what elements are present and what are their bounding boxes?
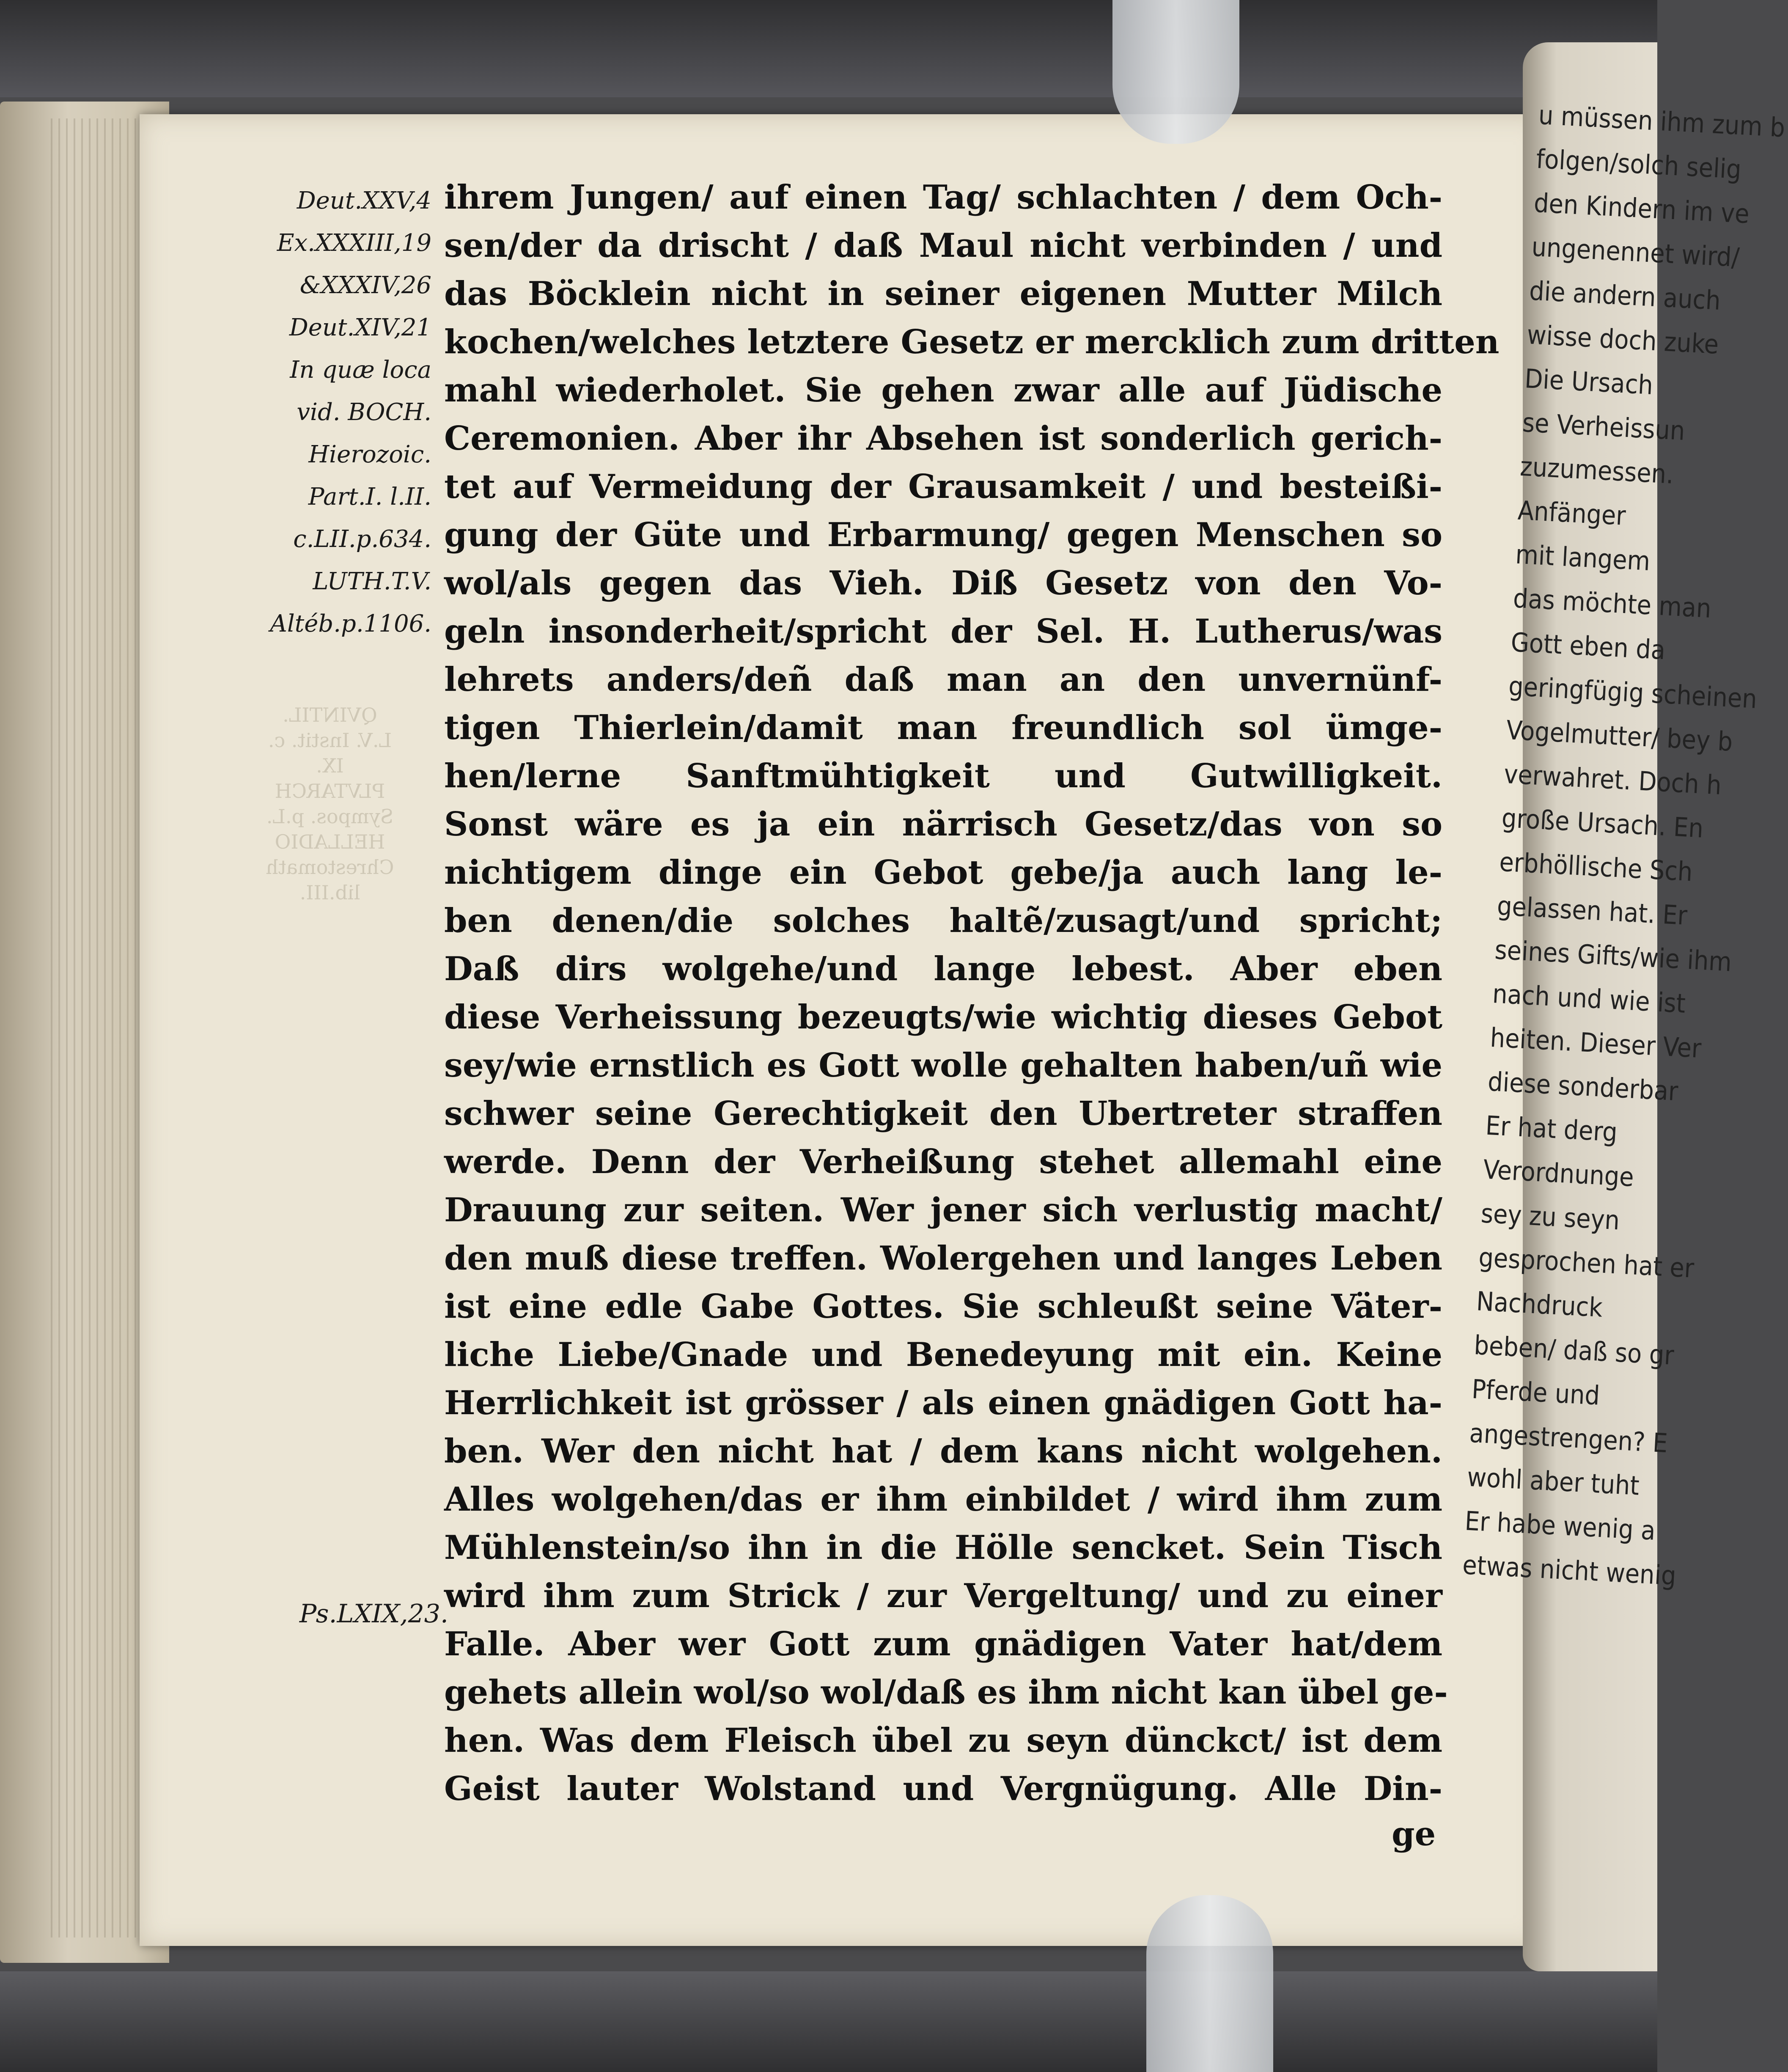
facing-page-line: se Verheissun: [1522, 407, 1686, 447]
bleed-through-line: lib.III.: [299, 881, 360, 904]
facing-page-line: den Kindern im ve: [1533, 187, 1750, 230]
facing-page-line: angestrengen? E: [1469, 1417, 1669, 1459]
scan-background-top: [0, 0, 1657, 97]
bleed-through-line: L.V. Instit. c.: [268, 729, 392, 752]
margin-note: Altéb.p.1106.: [270, 610, 431, 638]
text-line: ihrem Jungen/ auf einen Tag/ schlachten / dem Och-: [444, 178, 1442, 217]
text-line: tet auf Vermeidung der Grausamkeit / und besteißi-: [444, 467, 1442, 506]
catchword: ge: [1392, 1815, 1436, 1853]
text-line: das Böcklein nicht in seiner eigenen Mutter Milch: [444, 275, 1442, 313]
text-line: Geist lauter Wolstand und Vergnügung. Alle Din-: [444, 1770, 1442, 1808]
facing-page-line: etwas nicht wenig: [1461, 1549, 1677, 1591]
margin-note: c.LII.p.634.: [293, 525, 431, 553]
body-text: [444, 173, 1500, 1813]
text-line: liche Liebe/Gnade und Benedeyung mit ein. Keine: [444, 1336, 1442, 1374]
text-line: Drauung zur seiten. Wer jener sich verlustig macht/: [444, 1191, 1442, 1229]
facing-page-line: gesprochen hat er: [1478, 1242, 1695, 1284]
facing-page: [1461, 42, 1786, 1971]
facing-page-line: mit langem: [1514, 539, 1651, 577]
facing-page-line: u müssen ihm zum b: [1538, 99, 1786, 143]
facing-page-line: Die Ursach: [1524, 363, 1654, 401]
page-clip-bottom: [1146, 1895, 1273, 2072]
bleed-through-line: Sympos. p.L.: [266, 805, 394, 828]
text-line: Sonst wäre es ja ein närrisch Gesetz/das von so: [444, 805, 1442, 844]
text-line: hen. Was dem Fleisch übel zu seyn dünckct/ ist dem: [444, 1721, 1442, 1760]
facing-page-line: geringfügig scheinen: [1508, 671, 1758, 714]
facing-page-line: Vogelmutter/ bey b: [1505, 714, 1734, 757]
bleed-through-line: PLVTARCH: [275, 780, 385, 802]
margin-note: vid. BOCH.: [297, 398, 431, 426]
bleed-through-line: QVINTIL.: [283, 703, 377, 726]
facing-page-line: große Ursach. En: [1501, 802, 1704, 844]
text-line: ben. Wer den nicht hat / dem kans nicht wolgehen.: [444, 1432, 1442, 1470]
margin-note: LUTH.T.V.: [313, 568, 431, 595]
facing-page-line: sey zu seyn: [1480, 1198, 1620, 1236]
text-line: Falle. Aber wer Gott zum gnädigen Vater hat/dem: [444, 1625, 1442, 1663]
text-line: tigen Thierlein/damit man freundlich sol ümge-: [444, 709, 1442, 747]
facing-page-line: beben/ daß so gr: [1473, 1329, 1675, 1371]
facing-page-line: gelassen hat. Er: [1496, 890, 1688, 931]
text-line: Mühlenstein/so ihn in die Hölle sencket. Sein Tisch: [444, 1528, 1442, 1567]
margin-note: &XXXIV,26: [299, 272, 431, 299]
text-line: hen/lerne Sanftmühtigkeit und Gutwilligkeit.: [444, 757, 1442, 795]
margin-note-psalm: Ps.LXIX,23.: [299, 1599, 448, 1629]
facing-page-line: Er hat derg: [1485, 1110, 1618, 1148]
scan-background-bottom: [0, 1971, 1657, 2072]
text-line: mahl wiederholet. Sie gehen zwar alle auf Jüdische: [444, 371, 1442, 409]
text-line: sey/wie ernstlich es Gott wolle gehalten haben/uñ wie: [444, 1046, 1442, 1085]
facing-page-line: Nachdruck: [1475, 1286, 1604, 1323]
text-line: ben denen/die solches haltẽ/zusagt/und spricht;: [444, 901, 1442, 940]
facing-page-line: erbhöllische Sch: [1498, 846, 1694, 888]
text-line: den muß diese treffen. Wolergehen und langes Leben: [444, 1239, 1442, 1278]
facing-page-line: wohl aber tuht: [1466, 1461, 1640, 1501]
margin-note: In quæ loca: [290, 356, 431, 384]
text-line: gehets allein wol/so wol/daß es ihm nicht kan übel ge-: [444, 1673, 1448, 1712]
text-line: geln insonderheit/spricht der Sel. H. Lutherus/was: [444, 612, 1442, 651]
facing-page-line: seines Gifts/wie ihm: [1494, 934, 1733, 978]
facing-page-line: verwahret. Doch h: [1503, 758, 1722, 801]
facing-page-line: Verordnunge: [1482, 1154, 1635, 1193]
margin-note: Part.I. l.II.: [308, 483, 431, 511]
text-line: ist eine edle Gabe Gottes. Sie schleußt seine Väter-: [444, 1287, 1442, 1326]
bleed-through-text: [237, 702, 423, 905]
facing-page-line: Er habe wenig a: [1464, 1505, 1656, 1546]
margin-note: Deut.XXV,4: [297, 187, 431, 214]
page-clip-top: [1112, 0, 1239, 144]
text-line: Ceremonien. Aber ihr Absehen ist sonderlich gerich-: [444, 419, 1442, 458]
text-line: Daß dirs wolgehe/und lange lebest. Aber eben: [444, 950, 1442, 988]
facing-page-line: diese sonderbar: [1487, 1066, 1679, 1107]
margin-note: Ex.XXXIII,19: [277, 229, 431, 257]
text-line: werde. Denn der Verheißung stehet allemahl eine: [444, 1143, 1442, 1181]
bleed-through-line: Chrestomath: [266, 856, 394, 879]
facing-page-line: folgen/solch selig: [1535, 143, 1742, 185]
bleed-through-line: HELLADIO: [275, 830, 385, 853]
facing-page-line: wisse doch zuke: [1526, 319, 1720, 360]
facing-page-line: Anfänger: [1517, 495, 1627, 531]
margin-note: Hierozoic.: [308, 441, 431, 468]
facing-page-line: ungenennet wird/: [1531, 231, 1741, 273]
facing-page-line: die andern auch: [1528, 275, 1722, 316]
text-line: Alles wolgehen/das er ihm einbildet / wird ihm zum: [444, 1480, 1442, 1519]
text-line: nichtigem dinge ein Gebot gebe/ja auch lang le-: [444, 853, 1442, 892]
text-line: schwer seine Gerechtigkeit den Ubertreter straffen: [444, 1094, 1442, 1133]
margin-note: Deut.XIV,21: [289, 314, 431, 341]
facing-page-line: Pferde und: [1471, 1373, 1601, 1411]
bleed-through-line: IX.: [316, 754, 344, 777]
facing-page-line: das möchte man: [1512, 583, 1712, 624]
facing-page-line: Gott eben da: [1510, 627, 1666, 666]
facing-page-line: nach und wie ist: [1491, 978, 1686, 1019]
text-line: wol/als gegen das Vieh. Diß Gesetz von den Vo-: [444, 564, 1442, 602]
text-line: sen/der da drischt / daß Maul nicht verbinden / und: [444, 226, 1442, 265]
text-line: diese Verheissung bezeugts/wie wichtig dieses Gebot: [444, 998, 1442, 1036]
text-line: wird ihm zum Strick / zur Vergeltung/ und zu einer: [444, 1577, 1442, 1615]
text-line: kochen/welches letztere Gesetz er mercklich zum dritten: [444, 323, 1500, 361]
facing-page-line: heiten. Dieser Ver: [1489, 1022, 1702, 1064]
text-line: gung der Güte und Erbarmung/ gegen Menschen so: [444, 516, 1442, 554]
text-line: Herrlichkeit ist grösser / als einen gnädigen Gott ha-: [444, 1384, 1442, 1422]
text-line: lehrets anders/deñ daß man an den unvernünf-: [444, 660, 1442, 699]
facing-page-line: zuzumessen.: [1519, 451, 1675, 490]
margin-notes: [254, 180, 431, 645]
